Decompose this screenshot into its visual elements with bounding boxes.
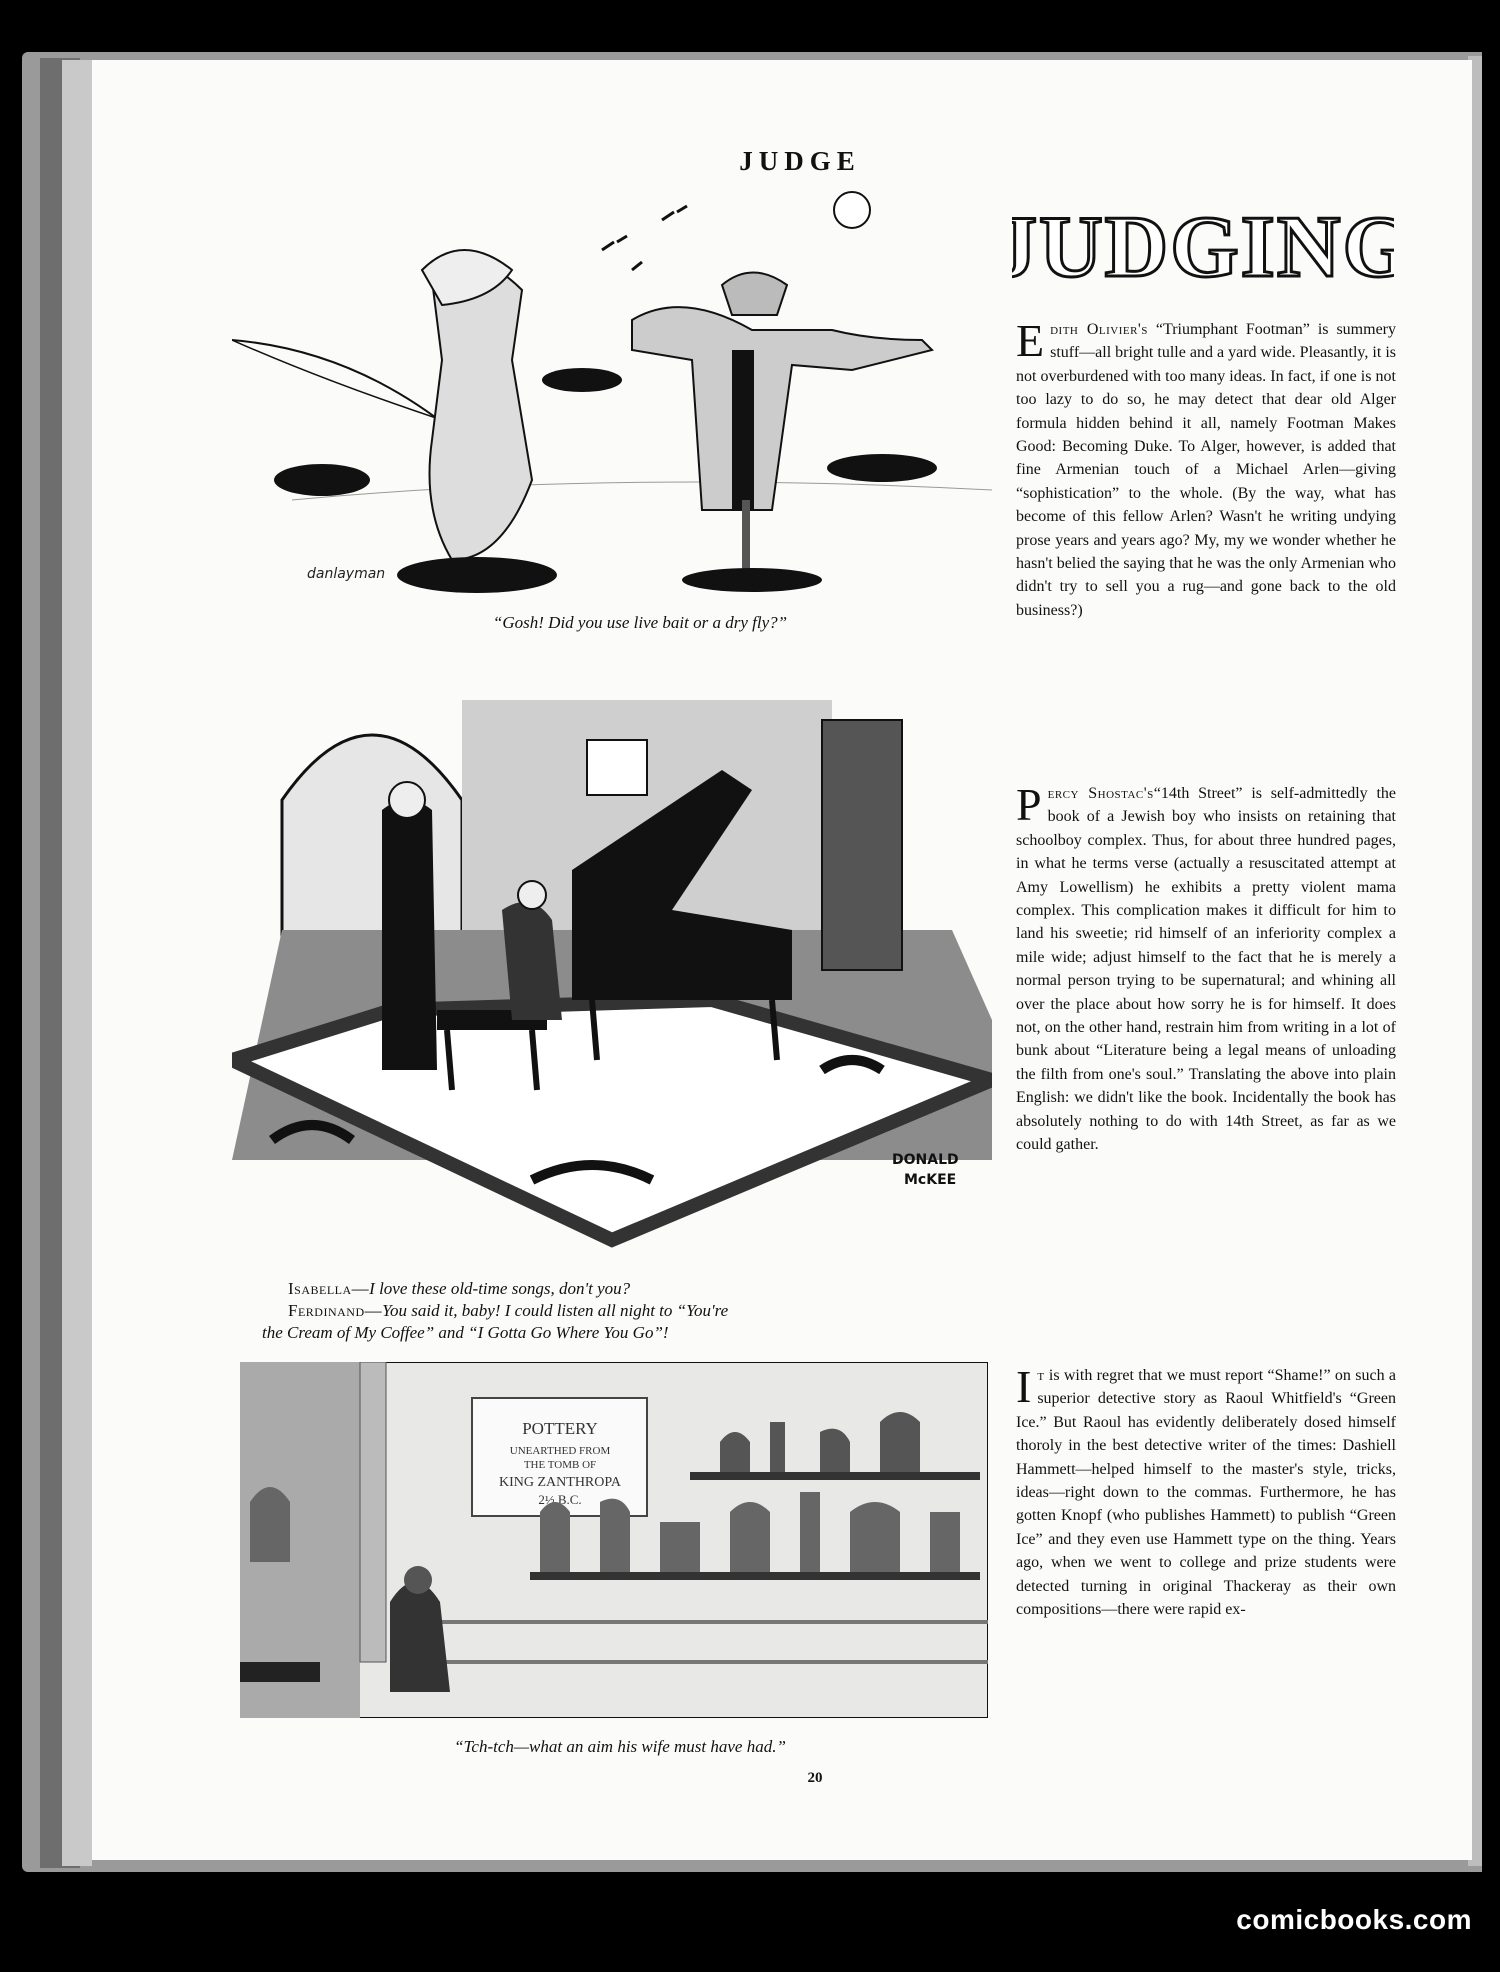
review-text: is with regret that we must report “Shame!” on such a superior detective story as Raoul Whitfield's “Green Ice.” But Raoul has evidently deliberately dosed himself thoroly in the best detective writer of the times: Dashiell Hammett—helped himself to the master's style, tricks, ideas—right down to the commas. Furthermore, he has gotten Knopf (who publishes Hammett) to publish “Green Ice” and they even use Hammett type on the thing. Years ago, when we went to college and prize students were detected turning in original Thackeray as their own compositions—there were rapid ex-	[1016, 1367, 1396, 1619]
review-column	[1016, 1361, 1396, 1621]
review-column	[1016, 315, 1397, 622]
cartoon-signature: danlayman	[307, 566, 386, 582]
cartoon-caption: “Tch-tch—what an aim his wife must have had.”	[454, 1737, 786, 1756]
review-text: “Triumphant Footman” is summery stuff—all bright tulle and a yard wide. Pleasantly, it is not overburdened with too many ideas. In fact, if one is not too lazy to do so, he may detect that dear old Alger formula hidden behind it all, namely Footman Makes Good: Becoming Duke. To Alger, however, is added that fine Armenian touch of a Michael Arlen—giving “sophistication” to the whole. (By the way, what has become of this fellow Arlen? Wasn't he writing undying prose years and years ago? My, my we wonder whether he hasn't belied the saying that he was the only Armenian who didn't try to sell you a rug—and gone back to the old business?)	[1016, 321, 1397, 619]
cartoon-caption	[262, 1278, 982, 1344]
review-column	[1016, 779, 1396, 1157]
cartoon-pottery	[240, 1362, 988, 1718]
cartoon-caption: “Gosh! Did you use live bait or a dry fly?”	[492, 613, 788, 632]
sign-line: POTTERY	[522, 1419, 598, 1438]
signature-line: McKEE	[904, 1172, 957, 1188]
drop-cap: I	[1016, 1361, 1032, 1412]
review-paragraph	[1016, 779, 1396, 1157]
review-lead: t	[1037, 1367, 1045, 1384]
masthead: JUDGE	[739, 146, 861, 176]
speaker-name: Ferdinand—	[288, 1301, 383, 1320]
watermark: comicbooks.com	[1236, 1904, 1472, 1935]
caption-line: I love these old-time songs, don't you?	[369, 1279, 631, 1298]
section-title-text: JUDGING	[1012, 200, 1394, 290]
drop-cap: E	[1016, 315, 1045, 366]
signature-line: DONALD	[892, 1152, 959, 1168]
review-text: “14th Street” is self-admittedly the book of a Jewish boy who insists on retaining that schoolboy complex. Thus, for about three hundred pages, in what he terms verse (actually a resuscitated attempt at Amy Lowellism) he exhibits a pretty violent mama complex. This complication makes it difficult for him to land his sweetie; rid himself of an inferiority complex a mile wide; adjust himself to the fact that he is merely a normal person trying to be supernatural; and whining all over the place about how sorry he is for himself. It does not, on the other hand, restrain him from writing in a lot of bunk about “Literature being a legal means of unloading the filth from one's soul.” Translating the above into plain English: we didn't like the book. Incidentally the book has absolutely nothing to do with 14th Street, as far as we could gather.	[1016, 785, 1396, 1154]
sign-line: UNEARTHED FROM	[509, 1445, 611, 1457]
sign-line: 2½ B.C.	[538, 1492, 582, 1507]
review-lead: ercy Shostac's	[1047, 785, 1154, 802]
speaker-name: Isabella—	[288, 1279, 370, 1298]
review-paragraph	[1016, 1361, 1396, 1621]
cartoon-fishing	[232, 180, 992, 600]
review-paragraph	[1016, 315, 1397, 622]
page-edge-light	[62, 60, 92, 1866]
caption-line: You said it, baby! I could listen all night to “You're	[382, 1301, 729, 1320]
caption-line: the Cream of My Coffee” and “I Gotta Go Where You Go”!	[262, 1323, 669, 1342]
section-title	[1012, 200, 1394, 290]
sign-line: THE TOMB OF	[523, 1459, 597, 1471]
page-number: 20	[807, 1770, 823, 1786]
review-lead: dith Olivier's	[1050, 321, 1148, 338]
cartoon-piano	[232, 680, 992, 1262]
drop-cap: P	[1016, 779, 1042, 830]
sign-line: KING ZANTHROPA	[499, 1475, 621, 1490]
